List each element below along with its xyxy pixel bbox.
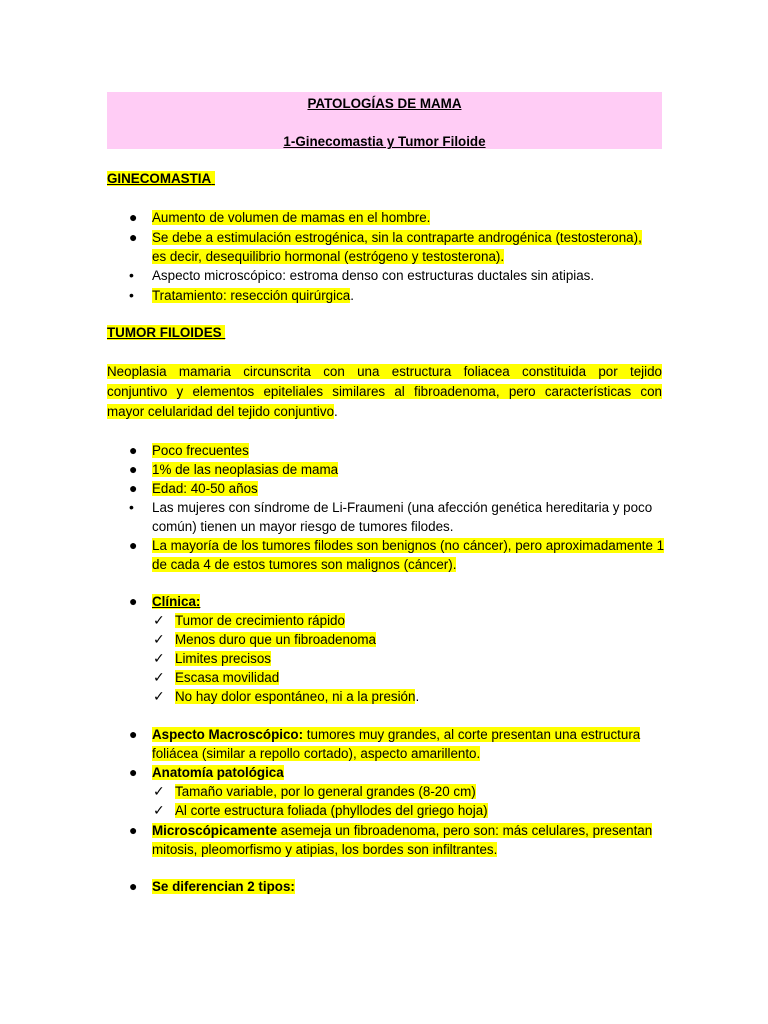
bullet-icon: ● <box>129 442 138 458</box>
intro-paragraph: Neoplasia mamaria circunscrita con una estructura foliacea constituida por tejido conjuntivo y elementos epiteliales similares al fibroadenoma, pero características con mayor celularidad del tejido conjuntivo. <box>107 364 662 419</box>
title-box <box>107 92 662 149</box>
bullet-icon: ● <box>129 229 138 245</box>
list-item: ● Se debe a estimulación estrogénica, sin la contraparte androgénica (testosterona), es decir, desequilibrio hormonal (estrógeno y testosterona). <box>129 229 642 264</box>
checkmark-icon: ✓ <box>153 631 165 647</box>
section-heading-ginecomastia: GINECOMASTIA <box>107 170 662 188</box>
list-item: ● Edad: 40-50 años <box>129 480 258 496</box>
document-subtitle: 1-Ginecomastia y Tumor Filoide <box>283 134 486 149</box>
list-item: ● Poco frecuentes <box>129 442 249 458</box>
check-item: Menos duro que un fibroadenoma <box>175 632 376 647</box>
bullet-icon: ● <box>129 537 138 553</box>
bullet-icon: ● <box>129 593 138 609</box>
check-item: Escasa movilidad <box>175 670 280 685</box>
bullet-icon: ● <box>129 822 138 838</box>
bullet-icon: ● <box>129 209 138 225</box>
list-item: ● La mayoría de los tumores filodes son benignos (no cáncer), pero aproximadamente 1 de cada 4 de estos tumores son malignos (cáncer). <box>129 537 665 572</box>
list-item-macroscopico: ● Aspecto Macroscópico: tumores muy grandes, al corte presentan una estructura foliácea (similar a repollo cortado), aspecto amarillento. <box>129 726 641 761</box>
list-item: • Aspecto microscópico: estroma denso con estructuras ductales sin atipias. <box>129 267 595 283</box>
check-item: Tamaño variable, por lo general grandes (8-20 cm) <box>175 784 476 799</box>
list-item-tipos: ● Se diferencian 2 tipos: <box>129 878 295 894</box>
check-item: Al corte estructura foliada (phyllodes del griego hoja) <box>175 803 488 818</box>
list-item: • Las mujeres con síndrome de Li-Fraumeni (una afección genética hereditaria y poco común) tienen un mayor riesgo de tumores filodes. <box>129 499 653 534</box>
list-item-anatomia: ● Anatomía patológica <box>129 764 284 780</box>
list-item: ● Aumento de volumen de mamas en el hombre. <box>129 209 431 225</box>
checkmark-icon: ✓ <box>153 669 165 685</box>
list-item-clinica: ● Clínica: <box>129 593 201 609</box>
bullet-icon: • <box>129 267 134 283</box>
checkmark-icon: ✓ <box>153 688 165 704</box>
list-item: • Tratamiento: resección quirúrgica. <box>129 287 354 303</box>
bullet-icon: • <box>129 499 134 515</box>
document-page: PATOLOGÍAS DE MAMA 1-Ginecomastia y Tumor Filoide GINECOMASTIA ● Aumento de volumen de mamas en el hombre. ● Se debe a estimulación estrogénica, sin la contraparte androgénica (testosterona), es decir, desequilibrio hormonal (estrógeno y testosterona). • Aspecto microscópico: estroma denso con estructuras ductales sin atipias. • Tratamiento: resección quirúrgica. TUMOR FILOIDES Neoplasia mamaria circunscrita con una estructura foliacea constituida por tejido conjuntivo y elementos epiteliales similares al fibroadenoma, pero características con mayor celularidad del tejido conjuntivo. ● Poco frecuentes ● 1% de las neoplasias de mama ● Edad: 40-50 años • Las mujeres con síndrome de Li-Fraumeni (una afección genética hereditaria y poco común) tienen un mayor riesgo de tumores filodes. ● La mayoría de los tumores filodes son benignos (no cáncer), pero aproximadamente 1 de cada 4 de estos tumores son malignos (cáncer). ● Clínica: ✓ Tumor de crecimiento rápido ✓ Menos duro que un fibroadenoma ✓ Limites precisos ✓ Escasa movilidad ✓ No hay dolor espontáneo, ni a la presión. ● Aspecto Macroscópico: tumores muy grandes, al corte presentan una estructura foliácea (similar a repollo cortado), aspecto amarillento. ● Anatomía patológica ✓ Tamaño variable, por lo general grandes (8-20 cm) ✓ Al corte estructura foliada (phyllodes del griego hoja) ● Microscópicamente asemeja un fibroadenoma, pero son: más celulares, presentan mitosis, pleomorfismo y atipias, los bordes son infiltrantes. ● Se diferencian 2 tipos: <box>0 0 768 1024</box>
document-title: PATOLOGÍAS DE MAMA <box>307 96 462 111</box>
bullet-icon: ● <box>129 878 138 894</box>
list-item: ● 1% de las neoplasias de mama <box>129 461 339 477</box>
bullet-icon: ● <box>129 480 138 496</box>
bullet-icon: ● <box>129 726 138 742</box>
check-item: Tumor de crecimiento rápido <box>175 613 345 628</box>
bullet-icon: ● <box>129 764 138 780</box>
checkmark-icon: ✓ <box>153 612 165 628</box>
checkmark-icon: ✓ <box>153 650 165 666</box>
list-item-microscopicamente: ● Microscópicamente asemeja un fibroadenoma, pero son: más celulares, presentan mitosis, pleomorfismo y atipias, los bordes son infiltrantes. <box>129 822 653 857</box>
bullet-icon: • <box>129 287 134 303</box>
checkmark-icon: ✓ <box>153 802 165 818</box>
check-item: Limites precisos <box>175 651 271 666</box>
section-heading-tumor-filoides: TUMOR FILOIDES <box>107 324 662 342</box>
check-item: No hay dolor espontáneo, ni a la presión <box>175 689 416 704</box>
checkmark-icon: ✓ <box>153 783 165 799</box>
bullet-icon: ● <box>129 461 138 477</box>
